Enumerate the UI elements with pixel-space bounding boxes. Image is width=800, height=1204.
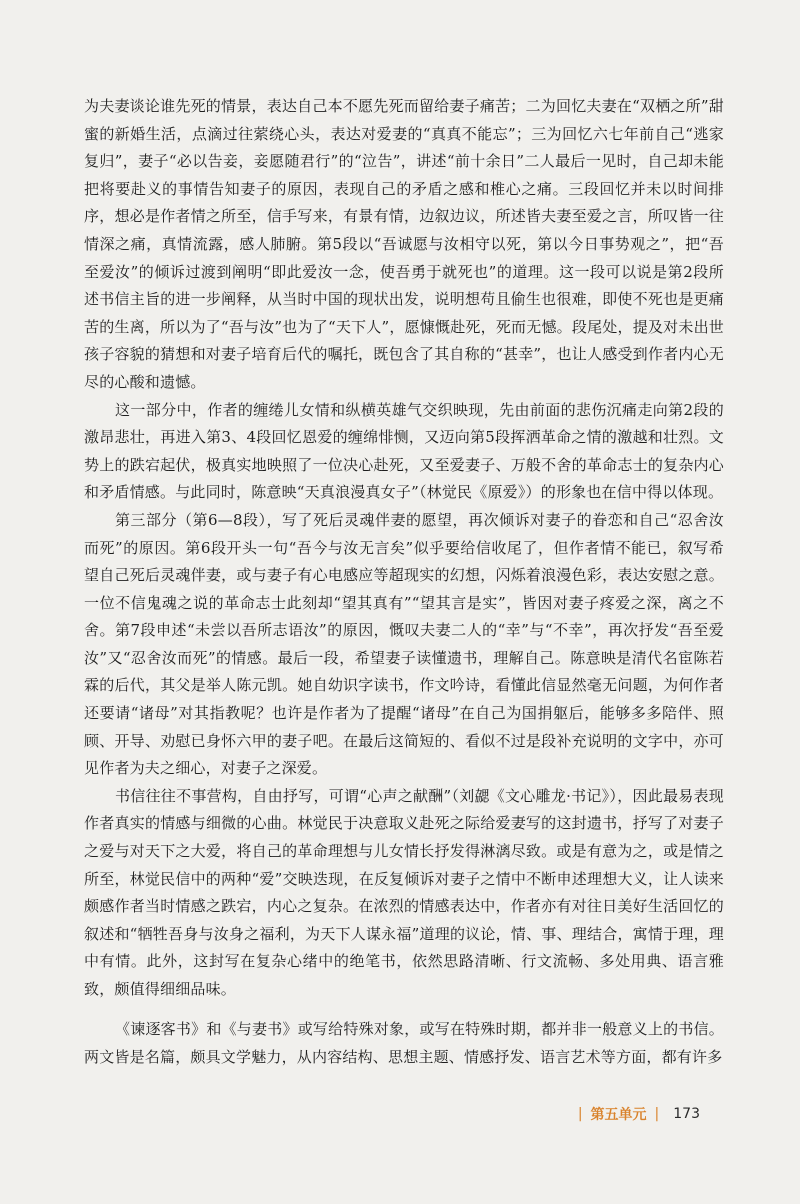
footer-separator-right: |: [654, 1106, 660, 1122]
paragraph-continued: 为夫妻谈论谁先死的情景，表达自己本不愿先死而留给妻子痛苦；二为回忆夫妻在“双栖之所”甜蜜的新婚生活，点滴过往萦绕心头，表达对爱妻的“真真不能忘”；三为回忆六七年前自己“逃家复归”，妻子“必以告妾，妾愿随君行”的“泣告”，讲述“前十余日”二人最后一见时，自己却未能把将要赴义的事情告知妻子的原因，表现自己的矛盾之感和椎心之痛。三段回忆并未以时间排序，想必是作者情之所至，信手写来，有景有情，边叙边议，所述皆夫妻至爱之言，所叹皆一往情深之痛，真情流露，感人肺腑。第5段以“吾诚愿与汝相守以死，第以今日事势观之”，把“吾至爱汝”的倾诉过渡到阐明“即此爱汝一念，使吾勇于就死也”的道理。这一段可以说是第2段所述书信主旨的进一步阐释，从当时中国的现状出发，说明想苟且偷生也很难，即使不死也是更痛苦的生离，所以为了“吾与汝”也为了“天下人”，愿慷慨赴死，死而无憾。段尾处，提及对未出世孩子容貌的猜想和对妻子培育后代的嘱托，既包含了其自称的“甚幸”，也让人感受到作者内心无尽的心酸和遗憾。: [84, 97, 724, 391]
paragraph-summary: 书信往往不事营构，自由抒写，可谓“心声之献酬”（刘勰《文心雕龙·书记》），因此最易表现作者真实的情感与细微的心曲。林觉民于决意取义赴死之际给爱妻写的这封遗书，抒写了对妻子之爱与对天下之大爱，将自己的革命理想与儿女情长抒发得淋漓尽致。或是有意为之，或是情之所至，林觉民信中的两种“爱”交映迭现，在反复倾诉对妻子之情中不断申述理想大义，让人读来颇感作者当时情感之跌宕，内心之复杂。在浓烈的情感表达中，作者亦有对往日美好生活回忆的叙述和“牺牲吾身与汝身之福利，为天下人谋永福”道理的议论，情、事、理结合，寓情于理，理中有情。此外，这封写在复杂心绪中的绝笔书，依然思路清晰、行文流畅、多处用典、语言雅致，颇值得细细品味。: [84, 786, 724, 998]
page-number: 173: [673, 1106, 700, 1122]
main-text: [84, 93, 724, 1004]
paragraph-analysis-part2: 这一部分中，作者的缠绻儿女情和纵横英雄气交织映现，先由前面的悲伤沉痛走向第2段的激昂悲壮，再进入第3、4段回忆恩爱的缠绵悱恻，又迈向第5段挥洒革命之情的激越和壮烈。文势上的跌宕起伏，极真实地映照了一位决心赴死，又至爱妻子、万般不舍的革命志士的复杂内心和矛盾情感。与此同时，陈意映“天真浪漫真女子”（林觉民《原爱》）的形象也在信中得以体现。: [84, 400, 724, 502]
footer-separator-left: |: [577, 1106, 583, 1122]
outro-text: [84, 1016, 724, 1071]
unit-label: 第五单元: [590, 1107, 647, 1123]
paragraph-part3: 第三部分（第6—8段），写了死后灵魂伴妻的愿望，再次倾诉对妻子的眷恋和自己“忍舍汝而死”的原因。第6段开头一句“吾今与汝无言矣”似乎要给信收尾了，但作者情不能已，叙写希望自己死后灵魂伴妻，或与妻子有心电感应等超现实的幻想，闪烁着浪漫色彩，表达安慰之意。一位不信鬼魂之说的革命志士此刻却“望其真有”“望其言是实”，皆因对妻子疼爱之深，离之不舍。第7段申述“未尝以吾所志语汝”的原因，慨叹夫妻二人的“幸”与“不幸”，再次抒发“吾至爱汝”又“忍舍汝而死”的情感。最后一段，希望妻子读懂遗书，理解自己。陈意映是清代名宦陈若霖的后代，其父是举人陈元凯。她自幼识字读书，作文吟诗，看懂此信显然毫无问题，为何作者还要请“诸母”对其指教呢？也许是作者为了提醒“诸母”在自己为国捐躯后，能够多多陪伴、照顾、开导、劝慰已身怀六甲的妻子吧。在最后这简短的、看似不过是段补充说明的文字中，亦可见作者为夫之细心，对妻子之深爱。: [84, 510, 724, 778]
page-footer: [578, 1104, 700, 1124]
paragraph-outro: 《谏逐客书》和《与妻书》或写给特殊对象，或写在特殊时期，都并非一般意义上的书信。两文皆是名篇，颇具文学魅力，从内容结构、思想主题、情感抒发、语言艺术等方面，都有许多: [84, 1020, 724, 1066]
